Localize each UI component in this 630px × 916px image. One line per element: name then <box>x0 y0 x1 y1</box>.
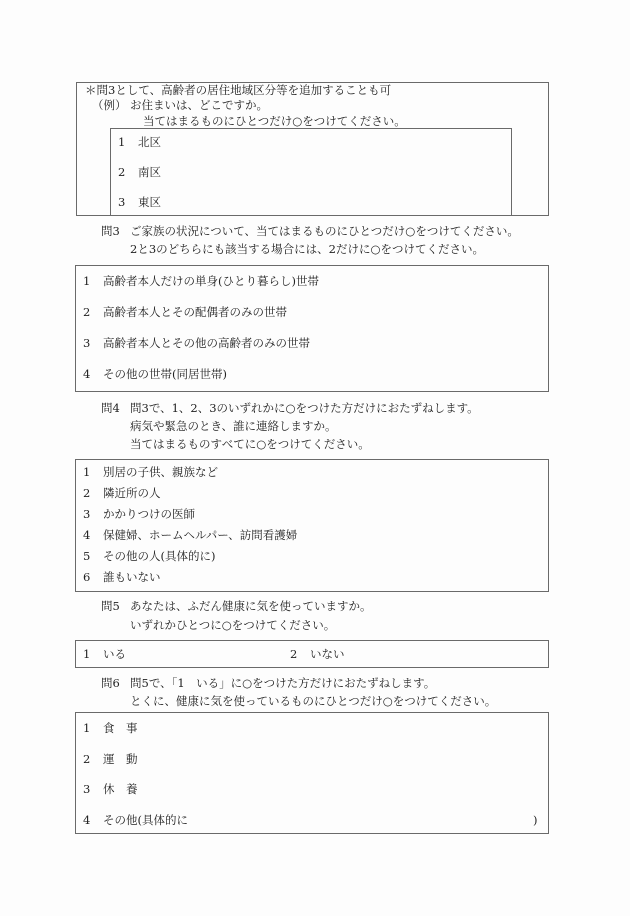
q3-label: 問3 <box>101 224 120 238</box>
q6-text: 問5で、「1 いる」に○をつけた方だけにおたずねします。 <box>130 676 436 690</box>
q4-option-6[interactable] <box>83 572 161 584</box>
q5-option-2[interactable] <box>290 649 345 661</box>
note-text: ＊問3として、高齢者の居住地域区分等を追加することも可 <box>85 83 392 97</box>
option-label: 高齢者本人とその他の高齢者のみの世帯 <box>103 336 310 350</box>
q5-option-1[interactable] <box>83 649 126 661</box>
option-number: 1 <box>83 465 91 479</box>
option-number: 4 <box>83 528 91 542</box>
option-label: 高齢者本人だけの単身(ひとり暮らし)世帯 <box>103 274 319 288</box>
option-number: 2 <box>290 647 298 661</box>
option-number: 3 <box>83 336 91 350</box>
option-label: いる <box>103 647 126 661</box>
q4-text: 問3で、1、2、3のいずれかに○をつけた方だけにおたずねします。 <box>130 401 479 415</box>
option-label: 誰もいない <box>103 570 161 584</box>
q6-close-paren: ) <box>533 813 538 827</box>
q4-label: 問4 <box>101 401 120 415</box>
option-label: その他の世帯(同居世帯) <box>103 367 227 381</box>
option-number: 6 <box>83 570 91 584</box>
option-label: その他(具体的に <box>103 813 188 827</box>
q4-option-4[interactable] <box>83 530 297 542</box>
q6-option-1[interactable] <box>83 723 138 735</box>
option-number: 4 <box>83 367 91 381</box>
option-number: 3 <box>118 195 126 209</box>
option-number: 2 <box>118 165 126 179</box>
option-label: 食 事 <box>103 721 138 735</box>
q6-text2: とくに、健康に気を使っているものにひとつだけ○をつけてください。 <box>130 694 497 708</box>
q4-text2: 病気や緊急のとき、誰に連絡しますか。 <box>130 419 337 433</box>
option-label: 隣近所の人 <box>103 486 161 500</box>
option-label: 北区 <box>138 135 161 149</box>
option-label: 保健婦、ホームヘルパー、訪問看護婦 <box>103 528 298 542</box>
q3-text: ご家族の状況について、当てはまるものにひとつだけ○をつけてください。 <box>130 224 519 238</box>
q4-option-5[interactable] <box>83 551 215 563</box>
option-number: 1 <box>83 647 91 661</box>
option-label: 休 養 <box>103 782 138 796</box>
q3-option-4[interactable] <box>83 369 227 381</box>
q6-label: 問6 <box>101 676 120 690</box>
q6-option-2[interactable] <box>83 754 138 766</box>
example-options-box <box>110 128 512 216</box>
option-number: 1 <box>83 274 91 288</box>
q3-option-2[interactable] <box>83 307 287 319</box>
option-label: いない <box>310 647 345 661</box>
option-label: かかりつけの医師 <box>103 507 195 521</box>
q4-option-3[interactable] <box>83 509 195 521</box>
option-number: 2 <box>83 305 91 319</box>
example-option-3[interactable] <box>118 197 161 209</box>
q3-option-3[interactable] <box>83 338 310 350</box>
option-number: 2 <box>83 752 91 766</box>
option-label: 南区 <box>138 165 161 179</box>
option-number: 1 <box>118 135 126 149</box>
option-label: 高齢者本人とその配偶者のみの世帯 <box>103 305 287 319</box>
option-number: 1 <box>83 721 91 735</box>
example-instruction: 当てはまるものにひとつだけ○をつけてください。 <box>143 114 406 128</box>
option-number: 5 <box>83 549 91 563</box>
option-label: 東区 <box>138 195 161 209</box>
example-question: お住まいは、どこですか。 <box>130 98 268 112</box>
example-label: （例） <box>92 98 127 112</box>
q4-text3: 当てはまるものすべてに○をつけてください。 <box>130 437 370 451</box>
option-number: 4 <box>83 813 91 827</box>
option-number: 2 <box>83 486 91 500</box>
q5-text2: いずれかひとつに○をつけてください。 <box>130 618 336 632</box>
q4-option-2[interactable] <box>83 488 161 500</box>
q5-text: あなたは、ふだん健康に気を使っていますか。 <box>130 599 372 613</box>
q6-option-4[interactable] <box>83 815 188 827</box>
option-number: 3 <box>83 782 91 796</box>
q3-text2: 2と3のどちらにも該当する場合には、2だけに○をつけてください。 <box>130 242 484 256</box>
q3-option-1[interactable] <box>83 276 319 288</box>
example-option-2[interactable] <box>118 167 161 179</box>
option-number: 3 <box>83 507 91 521</box>
example-option-1[interactable] <box>118 137 161 149</box>
q5-label: 問5 <box>101 599 120 613</box>
q4-option-1[interactable] <box>83 467 218 479</box>
q6-option-3[interactable] <box>83 784 138 796</box>
option-label: その他の人(具体的に) <box>103 549 216 563</box>
option-label: 別居の子供、親族など <box>103 465 218 479</box>
option-label: 運 動 <box>103 752 138 766</box>
